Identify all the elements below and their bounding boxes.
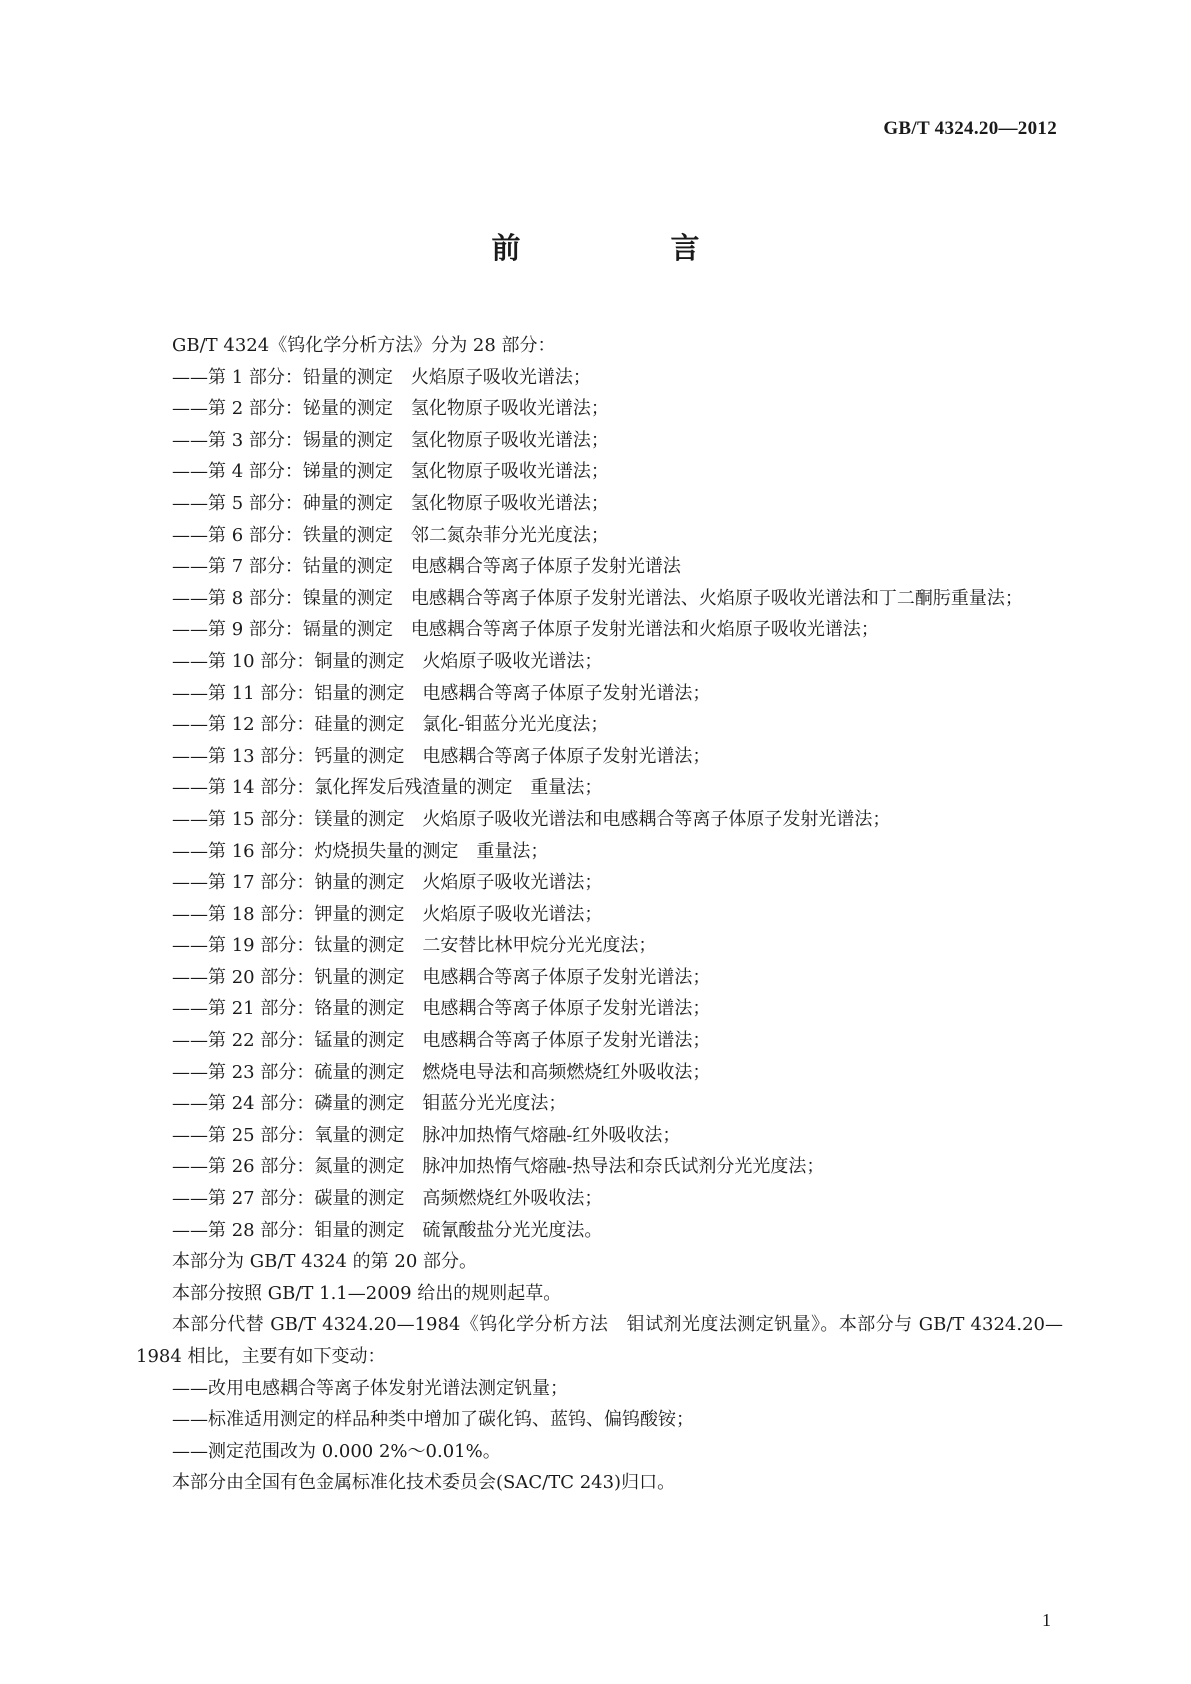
list-item: ——第 22 部分：锰量的测定 电感耦合等离子体原子发射光谱法；	[172, 1030, 711, 1052]
list-item: ——第 11 部分：铝量的测定 电感耦合等离子体原子发射光谱法；	[172, 682, 711, 704]
list-item: ——标准适用测定的样品种类中增加了碳化钨、蓝钨、偏钨酸铵；	[172, 1409, 694, 1431]
list-item: ——第 9 部分：镉量的测定 电感耦合等离子体原子发射光谱法和火焰原子吸收光谱法；	[172, 619, 879, 641]
list-item: ——第 3 部分：锡量的测定 氢化物原子吸收光谱法；	[172, 429, 609, 451]
part-statement: 本部分为 GB/T 4324 的第 20 部分。	[172, 1251, 477, 1273]
changes-list	[136, 1373, 1063, 1468]
list-item: ——第 15 部分：镁量的测定 火焰原子吸收光谱法和电感耦合等离子体原子发射光谱法；	[172, 808, 891, 830]
list-item: ——改用电感耦合等离子体发射光谱法测定钒量；	[172, 1377, 568, 1399]
document-body	[136, 330, 1063, 1499]
list-item: ——第 26 部分：氮量的测定 脉冲加热惰气熔融-热导法和奈氏试剂分光光度法；	[172, 1156, 825, 1178]
list-item: ——第 16 部分：灼烧损失量的测定 重量法；	[172, 840, 549, 862]
list-item: ——第 10 部分：铜量的测定 火焰原子吸收光谱法；	[172, 650, 603, 672]
committee-statement: 本部分由全国有色金属标准化技术委员会(SAC/TC 243)归口。	[172, 1472, 676, 1494]
list-item: ——第 17 部分：钠量的测定 火焰原子吸收光谱法；	[172, 872, 603, 894]
page-title: 前 言	[491, 231, 750, 265]
page-number: 1	[1042, 1610, 1051, 1630]
list-item: ——第 7 部分：钴量的测定 电感耦合等离子体原子发射光谱法	[172, 556, 681, 578]
list-item: ——第 5 部分：砷量的测定 氢化物原子吸收光谱法；	[172, 492, 609, 514]
list-item: ——第 24 部分：磷量的测定 钼蓝分光光度法；	[172, 1093, 567, 1115]
drafting-statement: 本部分按照 GB/T 1.1—2009 给出的规则起草。	[172, 1282, 562, 1304]
list-item: ——第 18 部分：钾量的测定 火焰原子吸收光谱法；	[172, 903, 603, 925]
parts-list	[136, 362, 1063, 1247]
list-item: ——第 19 部分：钛量的测定 二安替比林甲烷分光光度法；	[172, 935, 657, 957]
standard-code: GB/T 4324.20—2012	[883, 118, 1057, 139]
intro-paragraph: GB/T 4324《钨化学分析方法》分为 28 部分：	[172, 335, 556, 356]
list-item: ——第 25 部分：氧量的测定 脉冲加热惰气熔融-红外吸收法；	[172, 1124, 681, 1146]
replacement-statement: 本部分代替 GB/T 4324.20—1984《钨化学分析方法 钼试剂光度法测定钒量》。本部分与 GB/T 4324.20—1984 相比，主要有如下变动：	[136, 1314, 1063, 1367]
list-item: ——第 2 部分：铋量的测定 氢化物原子吸收光谱法；	[172, 398, 609, 420]
list-item: ——第 27 部分：碳量的测定 高频燃烧红外吸收法；	[172, 1188, 603, 1210]
list-item: ——第 13 部分：钙量的测定 电感耦合等离子体原子发射光谱法；	[172, 745, 711, 767]
list-item: ——第 28 部分：钼量的测定 硫氰酸盐分光光度法。	[172, 1219, 603, 1241]
list-item: ——第 8 部分：镍量的测定 电感耦合等离子体原子发射光谱法、火焰原子吸收光谱法和丁二酮肟重量法；	[172, 587, 1023, 609]
list-item: ——第 6 部分：铁量的测定 邻二氮杂菲分光光度法；	[172, 524, 609, 546]
list-item: ——第 20 部分：钒量的测定 电感耦合等离子体原子发射光谱法；	[172, 966, 711, 988]
list-item: ——第 14 部分：氯化挥发后残渣量的测定 重量法；	[172, 777, 603, 799]
list-item: ——第 1 部分：铅量的测定 火焰原子吸收光谱法；	[172, 366, 591, 388]
list-item: ——第 4 部分：锑量的测定 氢化物原子吸收光谱法；	[172, 461, 609, 483]
list-item: ——第 23 部分：硫量的测定 燃烧电导法和高频燃烧红外吸收法；	[172, 1061, 711, 1083]
list-item: ——测定范围改为 0.000 2%～0.01%。	[172, 1440, 501, 1462]
list-item: ——第 21 部分：铬量的测定 电感耦合等离子体原子发射光谱法；	[172, 998, 711, 1020]
list-item: ——第 12 部分：硅量的测定 氯化-钼蓝分光光度法；	[172, 714, 609, 736]
